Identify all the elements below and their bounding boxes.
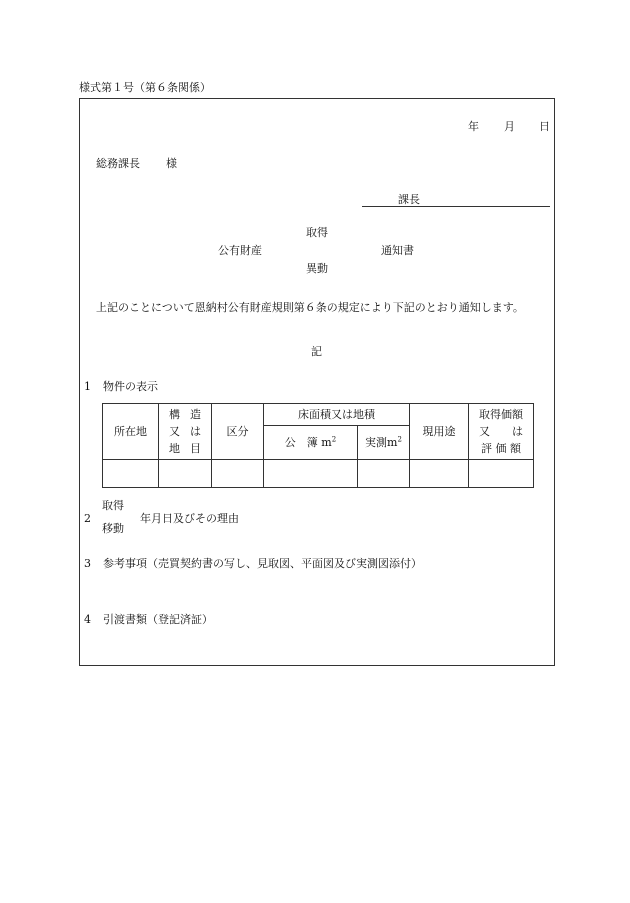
date-day-label: 日 [539,120,550,133]
header-structure: 構 造 又 は 地 目 [159,404,212,460]
section1-title: 物件の表示 [103,380,158,393]
section1-number: 1 [84,380,91,393]
subject-lower: 異動 [306,262,328,275]
sender-underline [362,206,550,207]
date-month-label: 月 [504,120,515,133]
addressee-honorific: 様 [166,157,177,170]
section3-number: 3 [84,557,91,570]
section2-text: 年月日及びその理由 [140,512,239,525]
cell-division [212,460,264,488]
cell-area-public [264,460,358,488]
section4-number: 4 [84,613,91,626]
section2-number: 2 [84,512,91,525]
sender-title: 課長 [398,193,420,206]
header-division: 区分 [212,404,264,460]
cell-use [410,460,469,488]
body-text: 上記のことについて恩納村公有財産規則第６条の規定により下記のとおり通知します。 [96,301,524,314]
section4-text: 引渡書類（登記済証） [103,613,213,626]
header-area: 床面積又は地積 [264,404,410,426]
header-use: 現用途 [410,404,469,460]
property-table [102,403,534,488]
cell-area-measured [358,460,410,488]
date-year-label: 年 [468,120,479,133]
cell-structure [159,460,212,488]
subject-right: 通知書 [381,244,414,257]
header-value: 取得価額 又 は 評 価 額 [469,404,534,460]
header-area-measured: 実測$m^2$ [358,426,410,460]
header-area-public: 公 簿 $m^2$ [264,426,358,460]
header-location: 所在地 [103,404,159,460]
subject-upper: 取得 [306,226,328,239]
section2-lower: 移動 [102,522,124,535]
ki-label: 記 [311,345,322,358]
form-label: 様式第１号（第６条関係） [79,81,211,94]
cell-value [469,460,534,488]
addressee-title: 総務課長 [96,157,140,170]
subject-left: 公有財産 [218,244,262,257]
section3-text: 参考事項（売買契約書の写し、見取図、平面図及び実測図添付） [103,557,422,570]
cell-location [103,460,159,488]
section2-upper: 取得 [102,499,124,512]
